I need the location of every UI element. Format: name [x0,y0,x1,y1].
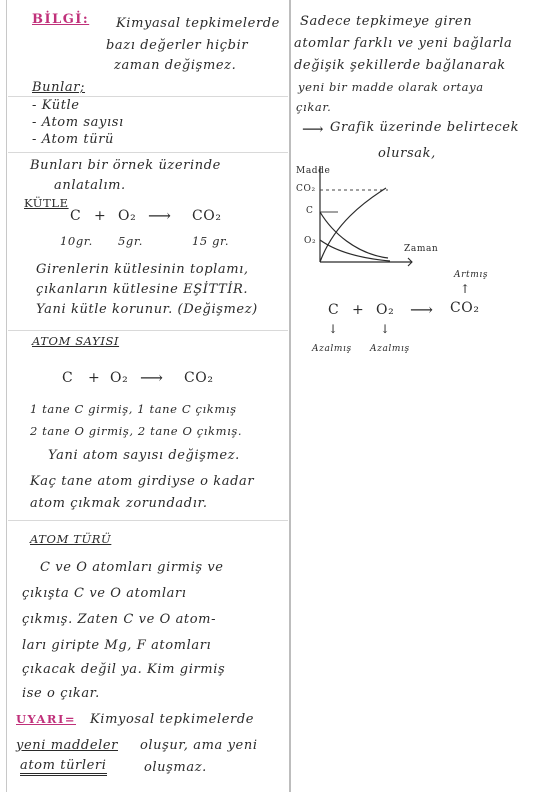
sayi-line-5: atom çıkmak zorundadır. [30,496,208,511]
eq2-c: C [62,370,74,386]
sayi-line-2: 2 tane O girmiş, 2 tane O çıkmış. [30,424,243,438]
right-line-7: olursak, [378,146,436,161]
sayi-line-4: Kaç tane atom girdiyse o kadar [30,474,255,489]
turu-line-3: çıkmış. Zaten C ve O atom- [22,612,217,627]
column-divider [289,0,291,792]
ruled-line [8,152,288,153]
list-item-atom-sayisi: - Atom sayısı [32,115,124,130]
bunlar-heading: Bunlar; [32,80,86,95]
up-arrow: ↑ [460,282,471,296]
right-line-1: Sadece tepkimeye giren [300,14,473,29]
list-item-atom-turu: - Atom türü [32,132,114,147]
graph-xlabel: Zaman [404,244,439,254]
eq1-arrow: ⟶ [148,206,172,225]
o2-curve [320,240,390,261]
c-curve [320,212,388,258]
eq3-c: C [328,302,340,318]
list-item-kutle: - Kütle [32,98,80,113]
right-line-4: yeni bir madde olarak ortaya [298,80,484,94]
bilgi-line-3: zaman değişmez. [114,58,237,73]
mass-co2: 15 gr. [192,234,230,248]
sayi-line-3: Yani atom sayısı değişmez. [48,448,240,463]
kutle-text-2: çıkanların kütlesine EŞİTTİR. [36,282,249,297]
azalmis-o2: Azalmış [370,344,410,354]
ruled-line [8,96,288,97]
eq2-arrow: ⟶ [140,368,164,387]
ruled-line [8,520,288,521]
eq3-plus: + [352,302,365,318]
graph-co2-label: CO₂ [296,184,316,194]
turu-line-5: çıkacak değil ya. Kim girmiş [22,662,226,677]
bilgi-label: BİLGİ: [32,12,90,27]
down-arrow-o2: ↓ [380,322,391,336]
right-line-6: Grafik üzerinde belirtecek [330,120,520,135]
turu-line-4: ları giripte Mg, F atomları [22,638,212,653]
azalmis-c: Azalmış [312,344,352,354]
mass-c: 10gr. [60,234,93,248]
eq2-plus: + [88,370,101,386]
turu-line-2: çıkışta C ve O atomları [22,586,187,601]
sayi-line-1: 1 tane C girmiş, 1 tane C çıkmış [30,402,237,416]
artmis-label: Artmış [454,270,489,280]
mass-o2: 5gr. [118,234,143,248]
graph-c-label: C [306,206,314,216]
eq3-o2: O₂ [376,302,395,318]
graph-o2-label: O₂ [304,236,317,246]
bilgi-line-2: bazı değerler hiçbir [106,38,249,53]
right-line-3: değişik şekillerde bağlanarak [294,58,506,73]
eq2-co2: CO₂ [184,370,214,386]
eq1-c: C [70,208,82,224]
ruled-line [8,330,288,331]
uyari-atom-turleri: atom türleri [20,758,107,776]
right-line-5: çıkar. [296,100,332,114]
atom-sayisi-heading: ATOM SAYISI [32,334,120,348]
intro-line-1: Bunları bir örnek üzerinde [30,158,221,173]
uyari-yeni-maddeler: yeni maddeler [16,738,118,753]
kutle-text-3: Yani kütle korunur. (Değişmez) [36,302,258,317]
eq3-co2: CO₂ [450,300,480,316]
right-line-2: atomlar farklı ve yeni bağlarla [294,36,513,51]
intro-line-2: anlatalım. [54,178,126,193]
uyari-label: UYARI= [16,712,76,726]
eq1-co2: CO₂ [192,208,222,224]
eq1-o2: O₂ [118,208,137,224]
right-arrow: ⟶ [302,120,325,138]
graph-ylabel: Madde [296,166,331,176]
eq2-o2: O₂ [110,370,129,386]
turu-line-6: ise o çıkar. [22,686,100,701]
kutle-heading: KÜTLE [24,196,69,210]
reaction-graph [294,162,534,272]
eq3-arrow: ⟶ [410,300,434,319]
margin-line [6,0,7,792]
eq1-plus: + [94,208,107,224]
uyari-line-2: oluşur, ama yeni [140,738,258,753]
down-arrow-c: ↓ [328,322,339,336]
uyari-line-1: Kimyosal tepkimelerde [90,712,255,727]
uyari-line-3: oluşmaz. [144,760,207,775]
bilgi-line-1: Kimyasal tepkimelerde [116,16,280,31]
turu-line-1: C ve O atomları girmiş ve [40,560,224,575]
kutle-text-1: Girenlerin kütlesinin toplamı, [36,262,249,277]
atom-turu-heading: ATOM TÜRÜ [30,532,112,546]
